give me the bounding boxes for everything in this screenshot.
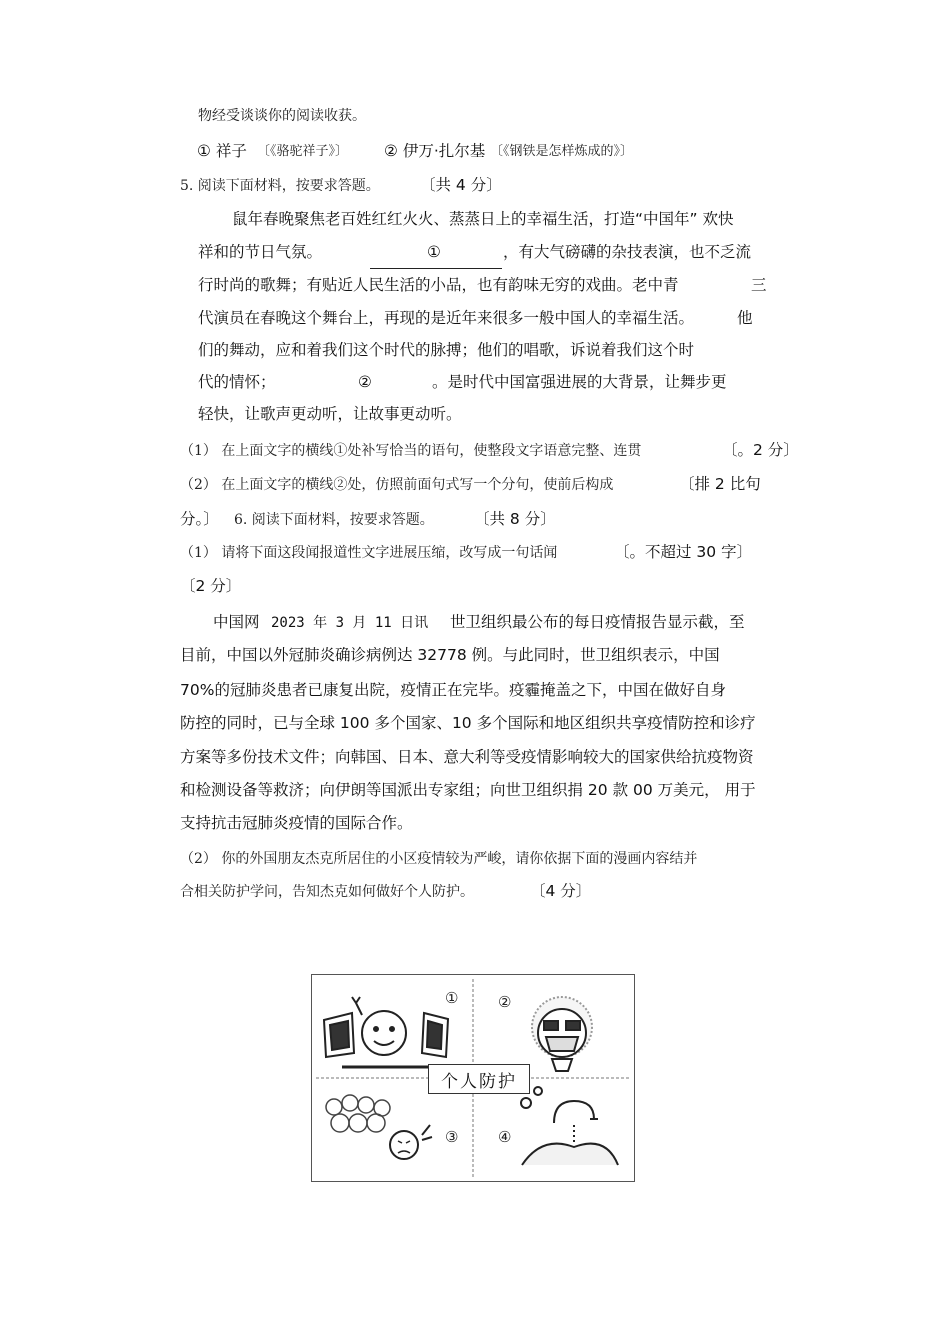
q5-sub1-score: 〔。2 分〕 [722, 441, 799, 459]
q6-score: 〔共 8 分〕 [474, 510, 556, 528]
passage-line-3: 行时尚的歌舞；有贴近人民生活的小品，也有韵味无穷的戏曲。老中青 [198, 276, 679, 294]
face-mask-icon [532, 997, 592, 1071]
passage-line-6-end: 。是时代中国富强进展的大背景，让舞步更 [432, 373, 727, 391]
panel-1-number: ① [445, 989, 459, 1007]
news-line-2: 目前，中国以外冠肺炎确诊病例达 32778 例。与此同时，世卫组织表示，中国 [180, 646, 720, 664]
protection-comic [311, 974, 635, 1182]
news-line-6: 和检测设备等救济；向伊朗等国派出专家组；向世卫组织捐 20 款 00 万美元， 用于 [180, 781, 756, 799]
q6-sub2: （2） 你的外国朋友杰克所居住的小区疫情较为严峻，请你依据下面的漫画内容结并 [180, 851, 698, 867]
passage-line-3-end: 三 [751, 276, 767, 294]
news-date: 2023 年 3 月 11 日讯 [271, 615, 429, 631]
passage-line-7: 轻快，让歌声更动听，让故事更动听。 [198, 405, 462, 423]
q6-sub2-score: 〔4 分〕 [530, 882, 592, 900]
q5-sub2: （2） 在上面文字的横线②处，仿照前面句式写一个分句，使前后构成 [180, 477, 614, 493]
blank-1-marker: ① [427, 243, 441, 261]
q6-sub1-score: 〔2 分〕 [180, 577, 242, 595]
passage-line-4-end: 他 [737, 309, 753, 327]
q6-heading: 6. 阅读下面材料，按要求答题。 [234, 512, 434, 528]
q5-sub1: （1） 在上面文字的横线①处补写恰当的语句，使整段文字语意完整、连贯 [180, 443, 642, 459]
avoid-crowd-icon [326, 1095, 432, 1159]
passage-line-6: 代的情怀； [198, 373, 276, 391]
book-gangtie: 〔《钢铁是怎样炼成的》〕 [490, 144, 634, 159]
q6-sub2-cont: 合相关防护学问，告知杰克如何做好个人防护。 [180, 884, 474, 900]
option-pavel: ② 伊万·扎尔基 [384, 142, 486, 160]
q6-sub1-limit: 〔。不超过 30 字〕 [614, 543, 753, 561]
passage-line-2-end: ，有大气磅礴的杂技表演，也不乏流 [503, 243, 752, 261]
comic-center-label: 个人防护 [428, 1064, 530, 1094]
news-line-5: 方案等多份技术文件；向韩国、日本、意大利等受疫情影响较大的国家供给抗疫物资 [180, 748, 754, 766]
passage-line-5: 们的舞动，应和着我们这个时代的脉搏；他们的唱歌，诉说着我们这个时 [198, 341, 695, 359]
q5-sub2-cont: 分。〕 [180, 510, 219, 528]
passage-line-2: 祥和的节日气氛。 [198, 243, 323, 261]
q6-sub1: （1） 请将下面这段闻报道性文字进展压缩，改写成一句话闻 [180, 545, 558, 561]
news-line-4: 防控的同时，已与全球 100 多个国家、10 多个国际和地区组织共享疫情防控和诊疗 [180, 714, 756, 732]
panel-4-number: ④ [498, 1128, 512, 1146]
news-line-7: 支持抗击冠肺炎疫情的国际合作。 [180, 814, 413, 832]
panel-3-number: ③ [445, 1128, 459, 1146]
intro-line: 物经受谈谈你的阅读收获。 [198, 108, 366, 124]
q5-heading: 5. 阅读下面材料，按要求答题。 [180, 178, 380, 194]
news-line-1: 世卫组织最公布的每日疫情报告显示截，至 [450, 613, 745, 631]
news-source: 中国网 [213, 613, 260, 631]
panel-2-number: ② [498, 993, 512, 1011]
passage-line-4: 代演员在春晚这个舞台上，再现的是近年来很多一般中国人的幸福生活。 [198, 309, 695, 327]
news-line-3: 70%的冠肺炎患者已康复出院，疫情正在完毕。疫霾掩盖之下，中国在做好自身 [180, 681, 726, 699]
passage-line-1: 鼠年春晚聚焦老百姓红红火火、蒸蒸日上的幸福生活，打造“中国年” 欢快 [232, 210, 734, 228]
hand-washing-icon [519, 1084, 618, 1165]
blank-2-marker: ② [358, 373, 372, 391]
open-window-icon [324, 997, 448, 1067]
option-xiangzi: ① 祥子 [197, 142, 247, 160]
book-luotuoxiangzi: 〔《骆驼祥子》〕 [257, 144, 349, 159]
q5-sub2-score: 〔排 2 比句 [679, 475, 761, 493]
q5-score: 〔共 4 分〕 [420, 176, 502, 194]
